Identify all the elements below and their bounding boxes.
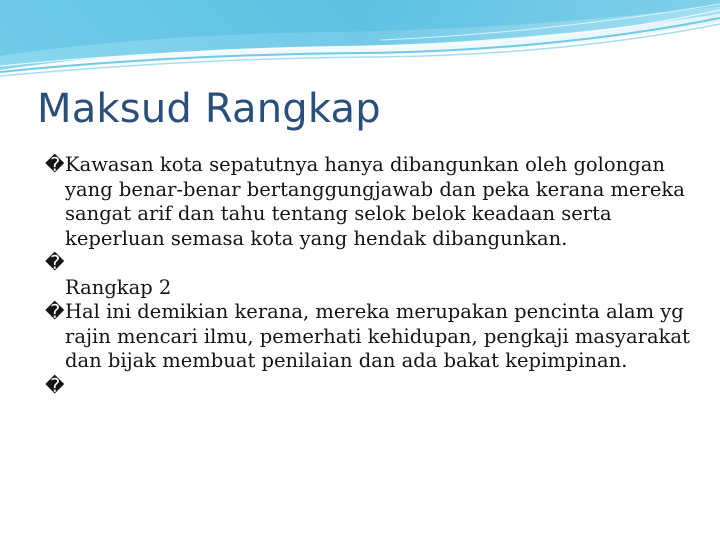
paragraph-text-1: Kawasan kota sepatutnya hanya dibangunkan oleh golongan yang benar-benar bertanggungjawab dan peka kerana mereka sangat arif dan tahu tentang selok belok keadaan serta keperluan semasa kota yang hendak dibangunkan. [65,153,685,250]
paragraph-1 [45,153,695,251]
bullet-glyph-5: � [45,374,65,397]
bullet-glyph-4: � [45,301,65,323]
bullet-glyph-2: � [45,252,65,274]
slide-title: Maksud Rangkap [37,86,381,132]
paragraph-4 [45,300,695,374]
paragraph-2 [45,251,695,276]
rangkap-label: Rangkap 2 [65,275,172,299]
slide-body [45,153,695,398]
header-wave-decoration [0,0,720,90]
paragraph-5 [45,374,695,399]
bullet-glyph-1: � [45,154,65,176]
paragraph-text-4: Hal ini demikian kerana, mereka merupakan pencinta alam yg rajin mencari ilmu, pemerhati kehidupan, pengkaji masyarakat dan bijak membuat penilaian dan ada bakat kepimpinan. [65,300,690,372]
paragraph-3 [45,276,695,301]
